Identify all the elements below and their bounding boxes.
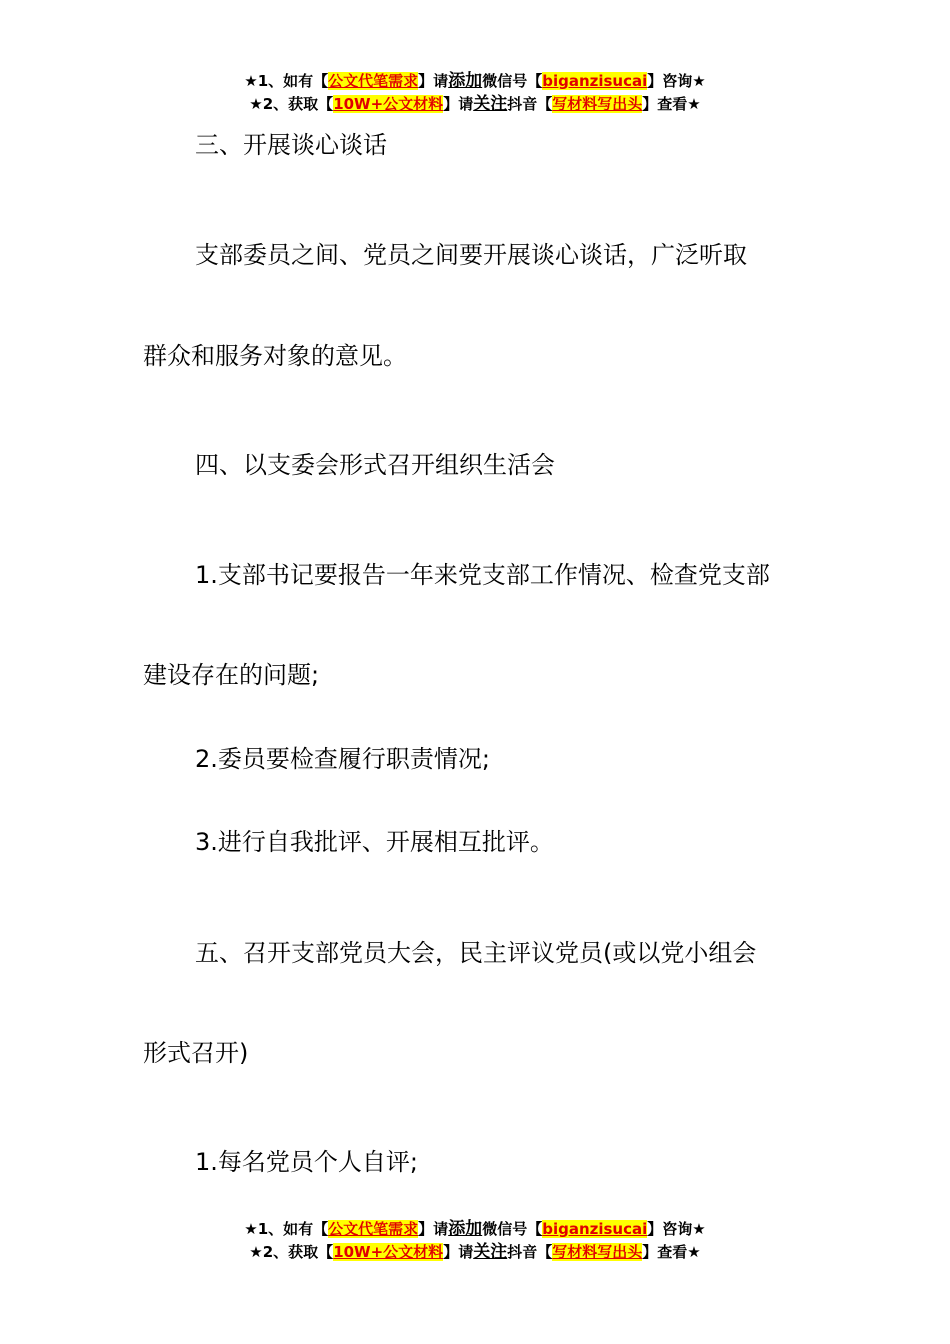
paragraph-line: 建设存在的问题; [143, 661, 320, 689]
section-heading-4: 四、以支委会形式召开组织生活会 [195, 451, 555, 479]
highlight-materials: 10W+公文材料 [333, 1243, 444, 1261]
header-banner [0, 70, 950, 116]
highlight-douyin-account: 写材料写出头 [552, 95, 643, 113]
highlight-service: 公文代笔需求 [328, 1220, 419, 1238]
paragraph-line: 3.进行自我批评、开展相互批评。 [195, 828, 554, 856]
highlight-douyin-account: 写材料写出头 [552, 1243, 643, 1261]
banner-line-2: ★2、获取【10W+公文材料】请关注抖音【写材料写出头】查看★ [249, 1242, 701, 1262]
highlight-materials: 10W+公文材料 [333, 95, 444, 113]
highlight-wechat-id: biganzisucai [542, 1220, 648, 1238]
highlight-wechat-id: biganzisucai [542, 72, 648, 90]
banner-line-1: ★1、如有【公文代笔需求】请添加微信号【biganzisucai】咨询★ [244, 1219, 706, 1239]
paragraph-line: 形式召开) [143, 1039, 249, 1067]
footer-banner [0, 1218, 950, 1264]
paragraph-line: 支部委员之间、党员之间要开展谈心谈话，广泛听取 [195, 241, 747, 269]
section-heading-5: 五、召开支部党员大会，民主评议党员(或以党小组会 [195, 939, 757, 967]
highlight-service: 公文代笔需求 [328, 72, 419, 90]
section-heading-3: 三、开展谈心谈话 [195, 131, 387, 159]
paragraph-line: 1.每名党员个人自评; [195, 1148, 418, 1176]
banner-line-1: ★1、如有【公文代笔需求】请添加微信号【biganzisucai】咨询★ [244, 71, 706, 91]
banner-line-2: ★2、获取【10W+公文材料】请关注抖音【写材料写出头】查看★ [249, 94, 701, 114]
paragraph-line: 2.委员要检查履行职责情况; [195, 745, 490, 773]
paragraph-line: 群众和服务对象的意见。 [143, 342, 407, 370]
paragraph-line: 1.支部书记要报告一年来党支部工作情况、检查党支部 [195, 561, 770, 589]
